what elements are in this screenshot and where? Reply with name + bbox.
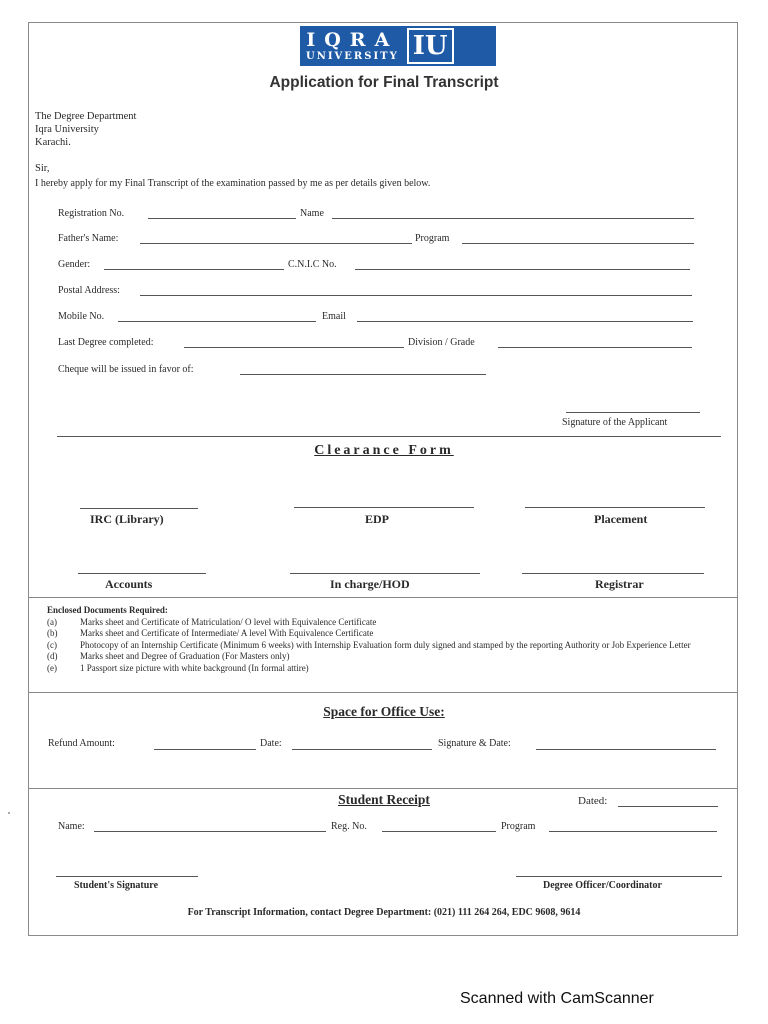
office-date-label: Date: (260, 738, 282, 749)
section-divider (28, 788, 738, 789)
registration-no-label: Registration No. (58, 208, 125, 219)
item-text: Marks sheet and Certificate of Intermediate/ A level With Equivalence Certificate (80, 628, 374, 638)
camscanner-watermark: Scanned with CamScanner (460, 990, 654, 1007)
receipt-reg-no-field[interactable] (382, 831, 496, 832)
division-label: Division / Grade (408, 337, 475, 348)
cnic-field[interactable] (355, 269, 690, 270)
address-line: The Degree Department (35, 111, 137, 122)
item-mark: (e) (47, 662, 57, 673)
clearance-form-title (0, 443, 768, 459)
division-field[interactable] (498, 347, 692, 348)
logo-mark: IU (407, 28, 454, 64)
email-label: Email (322, 311, 346, 322)
last-degree-label: Last Degree completed: (58, 337, 154, 348)
cheque-field[interactable] (240, 374, 486, 375)
refund-field[interactable] (154, 749, 256, 750)
email-field[interactable] (357, 321, 693, 322)
scan-speck (8, 812, 10, 814)
clearance-label-edp: EDP (365, 512, 389, 526)
name-field[interactable] (332, 218, 694, 219)
signature-date-label: Signature & Date: (438, 738, 511, 749)
registration-no-field[interactable] (148, 218, 296, 219)
list-item (47, 640, 727, 652)
university-logo (300, 26, 496, 66)
mobile-field[interactable] (118, 321, 316, 322)
address-line: Iqra University (35, 124, 99, 135)
applicant-signature-field[interactable] (566, 412, 700, 413)
applicant-signature-label: Signature of the Applicant (562, 417, 668, 428)
clearance-form-title-text: Clearance Form (314, 443, 454, 458)
dated-field[interactable] (618, 806, 718, 807)
divider (57, 436, 721, 437)
address-block (35, 110, 136, 149)
program-label: Program (415, 233, 450, 244)
name-label: Name (300, 208, 324, 219)
refund-label: Refund Amount: (48, 738, 115, 749)
contact-footer: For Transcript Information, contact Degree Department: (021) 111 264 264, EDC 9608, 9614 (187, 907, 581, 918)
receipt-reg-no-label: Reg. No. (331, 821, 367, 832)
item-mark: (d) (47, 651, 58, 661)
last-degree-field[interactable] (184, 347, 404, 348)
item-text: Marks sheet and Degree of Graduation (For Masters only) (80, 651, 290, 661)
office-use-title-text: Space for Office Use: (323, 704, 445, 719)
receipt-name-field[interactable] (94, 831, 326, 832)
item-mark: (c) (47, 639, 57, 650)
item-mark: (a) (47, 616, 57, 627)
item-text: Photocopy of an Internship Certificate (Minimum 6 weeks) with Internship Evaluation form duly signed and stamped by the reporting Authority or Job Experience Letter (80, 639, 691, 650)
logo-line1: IQRA (306, 28, 399, 51)
clearance-label-hod: In charge/HOD (330, 577, 410, 591)
postal-address-field[interactable] (140, 295, 692, 296)
postal-address-label: Postal Address: (58, 285, 120, 296)
degree-officer-signature-field[interactable] (516, 876, 722, 877)
library-signature-field[interactable] (80, 508, 198, 509)
student-receipt-title-text: Student Receipt (338, 792, 430, 807)
section-divider (28, 692, 738, 693)
gender-field[interactable] (104, 269, 284, 270)
edp-signature-field[interactable] (294, 507, 474, 508)
intro-text: I hereby apply for my Final Transcript of the examination passed by me as per details given below. (35, 178, 431, 189)
address-line: Karachi. (35, 137, 71, 148)
item-mark: (b) (47, 628, 58, 638)
signature-date-field[interactable] (536, 749, 716, 750)
list-item (47, 628, 727, 640)
registrar-signature-field[interactable] (522, 573, 704, 574)
fathers-name-field[interactable] (140, 243, 412, 244)
item-text: Marks sheet and Certificate of Matriculation/ O level with Equivalence Certificate (80, 616, 377, 627)
placement-signature-field[interactable] (525, 507, 705, 508)
gender-label: Gender: (58, 259, 91, 270)
salutation: Sir, (35, 163, 50, 174)
receipt-name-label: Name: (58, 821, 85, 832)
item-text: 1 Passport size picture with white background (In formal attire) (80, 662, 309, 673)
mobile-label: Mobile No. (58, 311, 105, 322)
cheque-label: Cheque will be issued in favor of: (58, 364, 194, 375)
list-item (47, 663, 727, 675)
receipt-program-field[interactable] (549, 831, 717, 832)
clearance-label-library: IRC (Library) (90, 512, 164, 526)
logo-line2: UNIVERSITY (306, 50, 399, 62)
student-signature-field[interactable] (56, 876, 198, 877)
documents-heading: Enclosed Documents Required: (47, 605, 168, 615)
student-signature-label: Student's Signature (74, 880, 159, 891)
clearance-label-accounts: Accounts (105, 577, 153, 591)
hod-signature-field[interactable] (290, 573, 480, 574)
clearance-label-placement: Placement (594, 512, 648, 526)
degree-officer-label: Degree Officer/Coordinator (543, 880, 662, 891)
cnic-label: C.N.I.C No. (288, 259, 337, 270)
section-divider (28, 597, 738, 598)
clearance-label-registrar: Registrar (595, 577, 644, 591)
accounts-signature-field[interactable] (78, 573, 206, 574)
receipt-program-label: Program (501, 821, 536, 832)
dated-label: Dated: (578, 795, 608, 807)
fathers-name-label: Father's Name: (58, 233, 119, 244)
office-date-field[interactable] (292, 749, 432, 750)
enclosed-documents (47, 605, 727, 674)
page-title: Application for Final Transcript (269, 74, 499, 91)
list-item (47, 617, 727, 629)
list-item (47, 651, 727, 663)
office-use-title (0, 704, 768, 720)
program-field[interactable] (462, 243, 694, 244)
